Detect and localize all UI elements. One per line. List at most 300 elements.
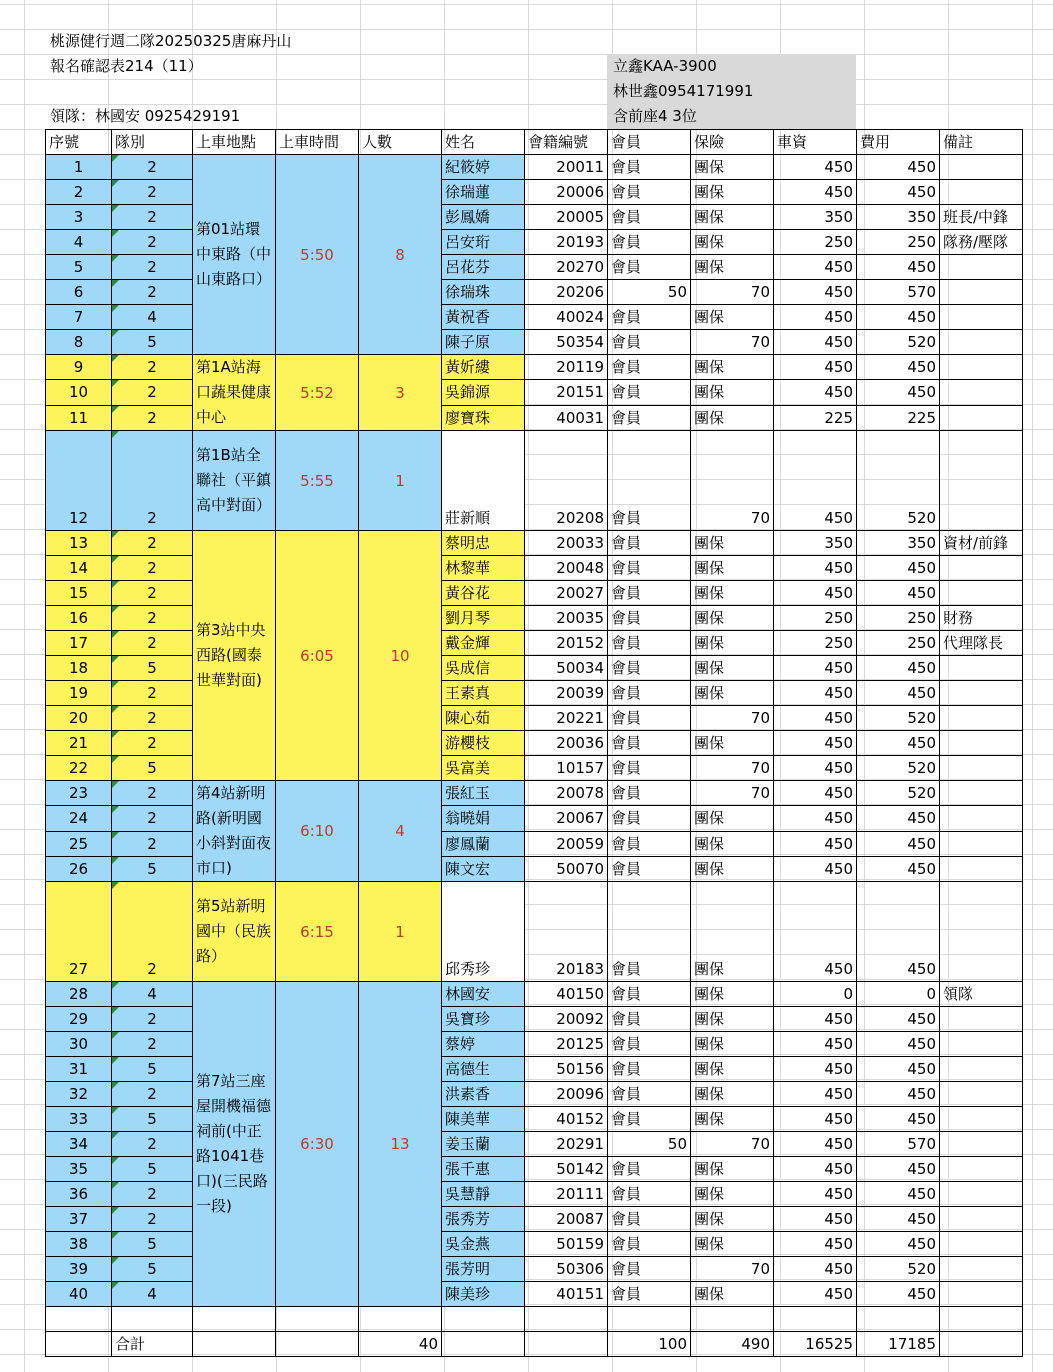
- team-cell: 2: [112, 1082, 193, 1107]
- fare: 225: [774, 405, 857, 430]
- row-number: 24: [46, 806, 112, 831]
- member-status: 會員: [608, 606, 691, 631]
- sheet-title: 桃源健行週二隊20250325唐麻丹山: [50, 32, 292, 50]
- table-row: [46, 330, 1023, 355]
- table-row: [46, 606, 1023, 631]
- fare: 450: [774, 280, 857, 305]
- fare: 450: [774, 656, 857, 681]
- fee: 450: [857, 1157, 940, 1182]
- membership-id: 50306: [525, 1257, 608, 1282]
- pickup-location: 第01站環中東路（中山東路口）: [193, 155, 276, 355]
- insurance: 團保: [691, 1232, 774, 1257]
- remark: [940, 1232, 1023, 1257]
- table-row: [46, 230, 1023, 255]
- row-number: 25: [46, 831, 112, 856]
- team-cell: 2: [112, 531, 193, 556]
- table-row: [46, 1157, 1023, 1182]
- member-name: 高德生: [442, 1057, 525, 1082]
- empty-cell: [46, 1332, 112, 1357]
- insurance: 70: [691, 1257, 774, 1282]
- empty-cell: [442, 1307, 525, 1332]
- fee: 250: [857, 606, 940, 631]
- remark: [940, 255, 1023, 280]
- membership-id: 20119: [525, 355, 608, 380]
- remark: 班長/中鋒: [940, 205, 1023, 230]
- team-cell: 4: [112, 1282, 193, 1307]
- member-status: 會員: [608, 556, 691, 581]
- total-fare: 16525: [774, 1332, 857, 1357]
- remark: [940, 305, 1023, 330]
- member-name: 張紅玉: [442, 781, 525, 806]
- fee: 520: [857, 756, 940, 781]
- fee: 450: [857, 882, 940, 982]
- headcount: 1: [359, 882, 442, 982]
- row-number: 30: [46, 1032, 112, 1057]
- member-name: 吳寶珍: [442, 1007, 525, 1032]
- member-status: 會員: [608, 781, 691, 806]
- insurance: 團保: [691, 1032, 774, 1057]
- team-cell: 5: [112, 330, 193, 355]
- remark: [940, 405, 1023, 430]
- fee: 450: [857, 1182, 940, 1207]
- fee: 570: [857, 280, 940, 305]
- member-status: 會員: [608, 1257, 691, 1282]
- row-number: 5: [46, 255, 112, 280]
- member-status: 會員: [608, 1007, 691, 1032]
- member-name: 呂花芬: [442, 255, 525, 280]
- membership-id: 20035: [525, 606, 608, 631]
- fare: 450: [774, 882, 857, 982]
- membership-id: 20027: [525, 581, 608, 606]
- fare: 450: [774, 255, 857, 280]
- fare: 350: [774, 531, 857, 556]
- fare: 450: [774, 380, 857, 405]
- fare: 450: [774, 681, 857, 706]
- insurance: 團保: [691, 581, 774, 606]
- fee: 450: [857, 180, 940, 205]
- headcount: 1: [359, 431, 442, 531]
- fee: 520: [857, 706, 940, 731]
- fee: 450: [857, 556, 940, 581]
- member-status: 會員: [608, 806, 691, 831]
- membership-id: 20096: [525, 1082, 608, 1107]
- fare: 250: [774, 230, 857, 255]
- column-header: 序號: [46, 130, 112, 155]
- fare: 450: [774, 556, 857, 581]
- row-number: 6: [46, 280, 112, 305]
- insurance: 團保: [691, 1107, 774, 1132]
- row-number: 22: [46, 756, 112, 781]
- total-count: 40: [359, 1332, 442, 1357]
- member-status: 會員: [608, 230, 691, 255]
- remark: 領隊: [940, 982, 1023, 1007]
- row-number: 18: [46, 656, 112, 681]
- remark: [940, 1257, 1023, 1282]
- fare: 450: [774, 1157, 857, 1182]
- fare: 450: [774, 1032, 857, 1057]
- empty-cell: [525, 1332, 608, 1357]
- table-row: [46, 1207, 1023, 1232]
- member-name: 紀筱婷: [442, 155, 525, 180]
- table-row: [46, 556, 1023, 581]
- team-cell: 2: [112, 155, 193, 180]
- team-cell: 4: [112, 305, 193, 330]
- empty-cell: [193, 1307, 276, 1332]
- insurance: 團保: [691, 806, 774, 831]
- remark: [940, 731, 1023, 756]
- row-number: 12: [46, 431, 112, 531]
- insurance: 團保: [691, 1182, 774, 1207]
- table-row: [46, 380, 1023, 405]
- membership-id: 40151: [525, 1282, 608, 1307]
- headcount: 13: [359, 982, 442, 1307]
- row-number: 1: [46, 155, 112, 180]
- row-number: 28: [46, 982, 112, 1007]
- table-row: [46, 756, 1023, 781]
- member-name: 吳富美: [442, 756, 525, 781]
- table-row: [46, 581, 1023, 606]
- remark: [940, 1057, 1023, 1082]
- member-status: 會員: [608, 1182, 691, 1207]
- row-number: 36: [46, 1182, 112, 1207]
- table-row: [46, 1082, 1023, 1107]
- member-status: 會員: [608, 756, 691, 781]
- table-row: [46, 1232, 1023, 1257]
- membership-id: 40150: [525, 982, 608, 1007]
- fare: 450: [774, 831, 857, 856]
- empty-cell: [46, 1307, 112, 1332]
- membership-id: 20125: [525, 1032, 608, 1057]
- insurance: 70: [691, 1132, 774, 1157]
- fare: 450: [774, 1057, 857, 1082]
- membership-id: 50159: [525, 1232, 608, 1257]
- member-name: 陳美珍: [442, 1282, 525, 1307]
- member-name: 吳錦源: [442, 380, 525, 405]
- fee: 450: [857, 1082, 940, 1107]
- team-cell: 2: [112, 380, 193, 405]
- membership-id: 50354: [525, 330, 608, 355]
- remark: [940, 280, 1023, 305]
- team-cell: 5: [112, 756, 193, 781]
- team-cell: 2: [112, 205, 193, 230]
- row-number: 10: [46, 380, 112, 405]
- row-number: 11: [46, 405, 112, 430]
- insurance: 團保: [691, 180, 774, 205]
- member-status: 會員: [608, 1107, 691, 1132]
- remark: [940, 180, 1023, 205]
- row-number: 40: [46, 1282, 112, 1307]
- totals-label: 合計: [112, 1332, 193, 1357]
- empty-cell: [442, 1332, 525, 1357]
- membership-id: 20193: [525, 230, 608, 255]
- fare: 450: [774, 581, 857, 606]
- empty-cell: [276, 1307, 359, 1332]
- fee: 450: [857, 155, 940, 180]
- column-header: 姓名: [442, 130, 525, 155]
- row-number: 21: [46, 731, 112, 756]
- team-cell: 2: [112, 806, 193, 831]
- table-row: [46, 982, 1023, 1007]
- fee: 450: [857, 831, 940, 856]
- remark: [940, 1132, 1023, 1157]
- member-status: 會員: [608, 255, 691, 280]
- member-name: 呂安珩: [442, 230, 525, 255]
- membership-id: 20036: [525, 731, 608, 756]
- member-name: 張秀芳: [442, 1207, 525, 1232]
- row-number: 37: [46, 1207, 112, 1232]
- insurance: 團保: [691, 230, 774, 255]
- pickup-location: 第1B站全聯社（平鎮高中對面）: [193, 431, 276, 531]
- insurance: 70: [691, 280, 774, 305]
- fare: 450: [774, 305, 857, 330]
- empty-cell: [193, 1332, 276, 1357]
- fee: 0: [857, 982, 940, 1007]
- table-row: [46, 1282, 1023, 1307]
- team-cell: 2: [112, 1132, 193, 1157]
- member-status: 會員: [608, 431, 691, 531]
- row-number: 39: [46, 1257, 112, 1282]
- row-number: 3: [46, 205, 112, 230]
- fare: 450: [774, 355, 857, 380]
- team-cell: 2: [112, 556, 193, 581]
- table-row: [46, 280, 1023, 305]
- team-cell: 2: [112, 631, 193, 656]
- table-row: [46, 155, 1023, 180]
- team-cell: 2: [112, 781, 193, 806]
- headcount: 3: [359, 355, 442, 431]
- table-row: [46, 882, 1023, 982]
- insurance: 團保: [691, 355, 774, 380]
- fee: 450: [857, 255, 940, 280]
- table-row: [46, 431, 1023, 531]
- remark: 資材/前鋒: [940, 531, 1023, 556]
- member-status: 會員: [608, 1082, 691, 1107]
- remark: [940, 1032, 1023, 1057]
- fare: 450: [774, 806, 857, 831]
- team-cell: 2: [112, 230, 193, 255]
- insurance: 70: [691, 756, 774, 781]
- fare: 450: [774, 1282, 857, 1307]
- team-cell: 5: [112, 856, 193, 881]
- fee: 450: [857, 1057, 940, 1082]
- fare: 250: [774, 631, 857, 656]
- insurance: 70: [691, 781, 774, 806]
- row-number: 15: [46, 581, 112, 606]
- member-status: 50: [608, 1132, 691, 1157]
- remark: 隊務/壓隊: [940, 230, 1023, 255]
- pickup-location: 第5站新明國中（民族路）: [193, 882, 276, 982]
- row-number: 8: [46, 330, 112, 355]
- insurance: 團保: [691, 631, 774, 656]
- membership-id: 50034: [525, 656, 608, 681]
- remark: [940, 1107, 1023, 1132]
- member-name: 徐瑞珠: [442, 280, 525, 305]
- empty-cell: [608, 1307, 691, 1332]
- headcount: 4: [359, 781, 442, 882]
- table-row: [46, 255, 1023, 280]
- column-header: 會籍編號: [525, 130, 608, 155]
- empty-cell: [112, 1307, 193, 1332]
- insurance: 團保: [691, 255, 774, 280]
- team-cell: 2: [112, 831, 193, 856]
- team-cell: 5: [112, 1107, 193, 1132]
- remark: [940, 581, 1023, 606]
- pickup-time: 5:50: [276, 155, 359, 355]
- table-row: [46, 856, 1023, 881]
- row-number: 13: [46, 531, 112, 556]
- column-header: 人數: [359, 130, 442, 155]
- table-row: [46, 681, 1023, 706]
- membership-id: 20270: [525, 255, 608, 280]
- row-number: 27: [46, 882, 112, 982]
- member-status: 會員: [608, 1232, 691, 1257]
- remark: [940, 756, 1023, 781]
- remark: [940, 656, 1023, 681]
- member-name: 陳美華: [442, 1107, 525, 1132]
- table-row: [46, 1032, 1023, 1057]
- member-name: 蔡明忠: [442, 531, 525, 556]
- member-status: 會員: [608, 1207, 691, 1232]
- team-cell: 2: [112, 405, 193, 430]
- member-status: 會員: [608, 155, 691, 180]
- remark: [940, 330, 1023, 355]
- pickup-time: 6:10: [276, 781, 359, 882]
- membership-id: 20152: [525, 631, 608, 656]
- fee: 450: [857, 731, 940, 756]
- remark: [940, 806, 1023, 831]
- membership-id: 20011: [525, 155, 608, 180]
- remark: [940, 681, 1023, 706]
- fee: 450: [857, 806, 940, 831]
- insurance: 團保: [691, 556, 774, 581]
- table-row: [46, 706, 1023, 731]
- member-status: 會員: [608, 1032, 691, 1057]
- fee: 225: [857, 405, 940, 430]
- fare: 450: [774, 330, 857, 355]
- member-name: 游櫻枝: [442, 731, 525, 756]
- member-name: 張千惠: [442, 1157, 525, 1182]
- remark: [940, 380, 1023, 405]
- insurance: 團保: [691, 882, 774, 982]
- member-status: 會員: [608, 831, 691, 856]
- insurance: 團保: [691, 405, 774, 430]
- remark: [940, 155, 1023, 180]
- table-row: [46, 1057, 1023, 1082]
- fare: 250: [774, 606, 857, 631]
- table-row: [46, 731, 1023, 756]
- fare: 450: [774, 155, 857, 180]
- remark: [940, 706, 1023, 731]
- insurance: 團保: [691, 982, 774, 1007]
- insurance: 團保: [691, 1082, 774, 1107]
- member-status: 會員: [608, 856, 691, 881]
- insurance: 團保: [691, 606, 774, 631]
- member-name: 廖鳳蘭: [442, 831, 525, 856]
- table-row: [46, 305, 1023, 330]
- member-name: 戴金輝: [442, 631, 525, 656]
- remark: [940, 1182, 1023, 1207]
- fare: 450: [774, 1207, 857, 1232]
- member-name: 姜玉蘭: [442, 1132, 525, 1157]
- team-cell: 2: [112, 606, 193, 631]
- team-cell: 2: [112, 706, 193, 731]
- fare: 450: [774, 1082, 857, 1107]
- row-number: 16: [46, 606, 112, 631]
- team-cell: 2: [112, 681, 193, 706]
- row-number: 7: [46, 305, 112, 330]
- insurance: 團保: [691, 531, 774, 556]
- member-status: 會員: [608, 180, 691, 205]
- fee: 520: [857, 1257, 940, 1282]
- row-number: 29: [46, 1007, 112, 1032]
- team-cell: 5: [112, 1157, 193, 1182]
- fare: 450: [774, 431, 857, 531]
- membership-id: 20151: [525, 380, 608, 405]
- member-name: 黃祝香: [442, 305, 525, 330]
- membership-id: 40152: [525, 1107, 608, 1132]
- fare: 450: [774, 756, 857, 781]
- member-name: 王素真: [442, 681, 525, 706]
- fee: 450: [857, 1007, 940, 1032]
- total-member: 100: [608, 1332, 691, 1357]
- pickup-location: 第3站中央西路(國泰世華對面): [193, 531, 276, 781]
- total-fee: 17185: [857, 1332, 940, 1357]
- member-status: 會員: [608, 631, 691, 656]
- remark: [940, 1282, 1023, 1307]
- team-cell: 5: [112, 1257, 193, 1282]
- table-row: [46, 205, 1023, 230]
- headcount: 10: [359, 531, 442, 781]
- team-cell: 2: [112, 1032, 193, 1057]
- empty-cell: [276, 1332, 359, 1357]
- team-cell: 2: [112, 180, 193, 205]
- membership-id: 20006: [525, 180, 608, 205]
- team-cell: 2: [112, 731, 193, 756]
- row-number: 26: [46, 856, 112, 881]
- member-status: 會員: [608, 731, 691, 756]
- pickup-location: 第7站三座屋開機福德祠前(中正路1041巷口)(三民路一段): [193, 982, 276, 1307]
- team-cell: 2: [112, 882, 193, 982]
- member-name: 吳慧靜: [442, 1182, 525, 1207]
- member-status: 會員: [608, 656, 691, 681]
- membership-id: 50070: [525, 856, 608, 881]
- member-name: 陳心茹: [442, 706, 525, 731]
- member-status: 會員: [608, 581, 691, 606]
- column-header: 保險: [691, 130, 774, 155]
- fee: 450: [857, 1032, 940, 1057]
- bus-seats: 含前座4 3位: [613, 107, 697, 125]
- fare: 450: [774, 1232, 857, 1257]
- table-row: [46, 1182, 1023, 1207]
- member-status: 會員: [608, 380, 691, 405]
- member-name: 劉月琴: [442, 606, 525, 631]
- fee: 450: [857, 380, 940, 405]
- member-status: 會員: [608, 1157, 691, 1182]
- empty-cell: [691, 1307, 774, 1332]
- remark: [940, 856, 1023, 881]
- member-name: 黃谷花: [442, 581, 525, 606]
- remark: [940, 1007, 1023, 1032]
- fee: 570: [857, 1132, 940, 1157]
- totals-row: [46, 1332, 1023, 1357]
- row-number: 19: [46, 681, 112, 706]
- insurance: 團保: [691, 155, 774, 180]
- table-row: [46, 656, 1023, 681]
- membership-id: 20087: [525, 1207, 608, 1232]
- member-name: 廖寶珠: [442, 405, 525, 430]
- remark: 代理隊長: [940, 631, 1023, 656]
- fare: 450: [774, 731, 857, 756]
